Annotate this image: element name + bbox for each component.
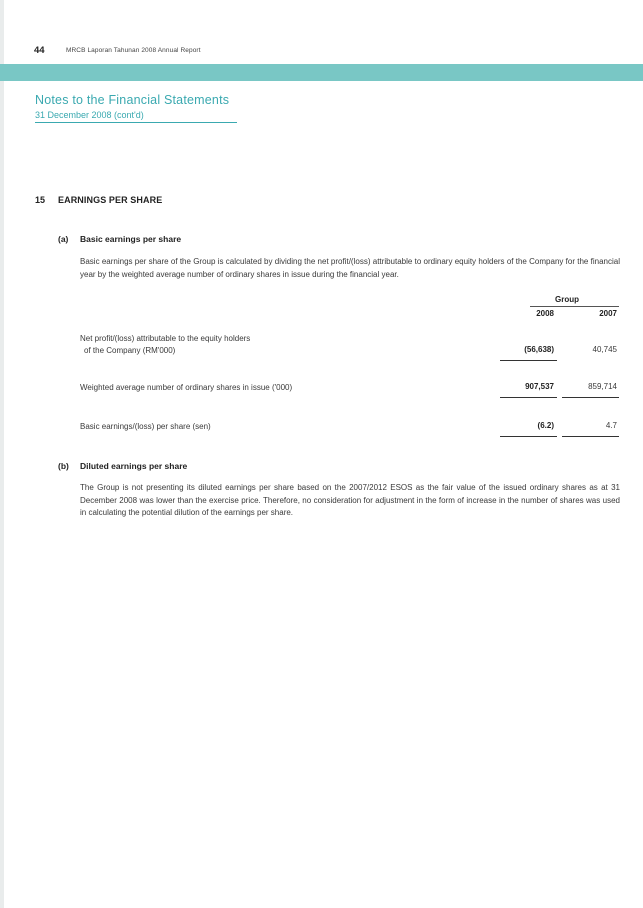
basic-eps-underline-2007 [562,436,619,437]
table-row-label-continued: of the Company (RM'000) [84,346,176,355]
subsection-b-letter: (b) [58,461,69,471]
weighted-shares-2007-value: 859,714 [588,382,617,391]
weighted-shares-2008-value: 907,537 [525,382,554,391]
header-band [0,64,643,81]
weighted-shares-underline-2007 [562,397,619,398]
section-subtitle: 31 December 2008 (cont'd) [35,110,144,120]
note-title: EARNINGS PER SHARE [58,195,163,205]
running-title: MRCB Laporan Tahunan 2008 Annual Report [66,47,201,54]
weighted-shares-underline-2008 [500,397,557,398]
subsection-b-title: Diluted earnings per share [80,461,188,471]
net-profit-2007-value: 40,745 [592,345,617,354]
basic-eps-underline-2008 [500,436,557,437]
group-header-rule [530,306,619,307]
page-edge-shadow [0,0,4,908]
table-row-label: Net profit/(loss) attributable to the equity holders [80,334,251,343]
net-profit-underline [500,360,557,361]
subsection-b-paragraph: The Group is not presenting its diluted earnings per share based on the 2007/2012 ESOS as the fair value of the issued ordinary shares as at 31 December 2008 was lower than the exercise price. Therefore, no consideration for adjustment in the form of increase in the number of shares was used in calculating the potential dilution of the earnings per share. [80,483,620,517]
section-title-rule [35,122,237,123]
page-number: 44 [34,45,45,56]
note-number: 15 [35,195,46,205]
column-2007-header: 2007 [599,309,617,318]
group-column-header: Group [555,295,579,304]
subsection-a-letter: (a) [58,234,69,244]
column-2008-header: 2008 [536,309,554,318]
basic-eps-2007-value: 4.7 [605,421,617,430]
subsection-a-title: Basic earnings per share [80,234,182,244]
net-profit-2008-value: (56,638) [524,345,554,354]
table-row-label: Basic earnings/(loss) per share (sen) [80,422,211,431]
basic-eps-2008-value: (6.2) [537,421,554,430]
table-row-label: Weighted average number of ordinary shares in issue ('000) [80,383,293,392]
subsection-a-paragraph: Basic earnings per share of the Group is calculated by dividing the net profit/(loss) attributable to ordinary equity holders of the Company for the financial year by the weighted average number of ordinary shares in issue during the financial year. [80,257,620,279]
section-title: Notes to the Financial Statements [35,93,230,107]
